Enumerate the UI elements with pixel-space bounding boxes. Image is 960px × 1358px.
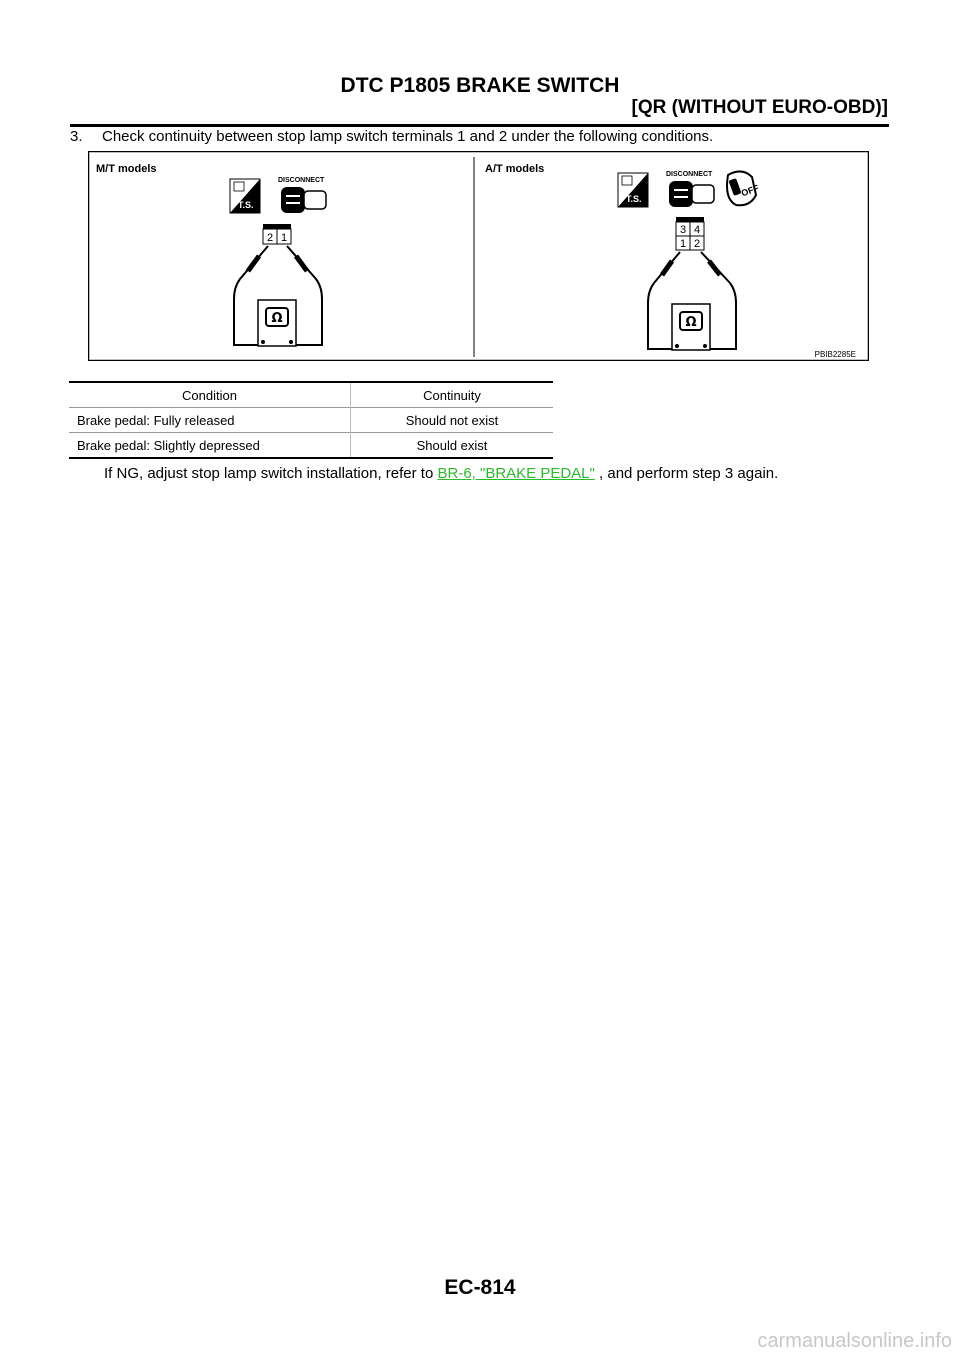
step-text: Check continuity between stop lamp switch terminals 1 and 2 under the following conditions.: [102, 128, 714, 145]
ts-icon: [230, 179, 260, 213]
mt-terminal: 1: [280, 232, 288, 244]
page-subtitle: [QR (WITHOUT EURO-OBD)]: [631, 97, 888, 118]
mt-models-label: M/T models: [96, 163, 157, 175]
step-number: 3.: [70, 128, 83, 145]
header-rule: [70, 124, 889, 127]
brake-pedal-link[interactable]: BR-6, "BRAKE PEDAL": [437, 465, 595, 482]
page-number: EC-814: [444, 1276, 516, 1299]
table-header-continuity: Continuity: [423, 387, 481, 403]
table-cell-continuity: Should not exist: [405, 412, 499, 428]
ohm-symbol-icon: Ω: [271, 311, 283, 326]
table-row: [69, 433, 553, 459]
mt-terminal: 2: [266, 232, 274, 244]
ts-icon-label: T.S.: [626, 194, 642, 204]
watermark: carmanualsonline.info: [757, 1330, 952, 1352]
disconnect-icon: [666, 171, 714, 207]
at-models-label: A/T models: [485, 163, 545, 175]
disconnect-icon: [278, 177, 326, 213]
at-terminal: 3: [679, 224, 687, 236]
step-instruction: [70, 128, 713, 145]
table-cell-continuity: Should exist: [416, 437, 488, 453]
mt-ohmmeter: [258, 300, 296, 346]
disconnect-icon-label: DISCONNECT: [278, 177, 325, 184]
at-terminal: 2: [693, 238, 701, 250]
table-cell-condition: Brake pedal: Fully released: [69, 408, 351, 433]
at-ohmmeter: [672, 304, 710, 350]
at-terminal: 1: [679, 238, 687, 250]
table-header-row: [69, 382, 553, 408]
note-prefix: If NG, adjust stop lamp switch installation, refer to: [104, 465, 438, 482]
ohm-symbol-icon: Ω: [685, 315, 697, 330]
ts-icon-label: T.S.: [238, 200, 254, 210]
table-cell-condition: Brake pedal: Slightly depressed: [69, 433, 351, 459]
figure-id: PBIB2285E: [814, 350, 856, 359]
note-suffix: , and perform step 3 again.: [594, 465, 779, 482]
table-row: [69, 408, 553, 433]
page-title: DTC P1805 BRAKE SWITCH: [340, 74, 620, 97]
at-terminal: 4: [693, 224, 701, 236]
off-label: OFF: [739, 182, 761, 199]
ts-icon: [618, 173, 648, 207]
at-connector: [676, 217, 704, 250]
continuity-table: [69, 381, 553, 459]
continuity-figure: [88, 151, 869, 361]
table-header-condition: Condition: [69, 382, 351, 408]
mt-connector: [263, 224, 291, 244]
ng-note: [104, 465, 778, 482]
disconnect-icon-label: DISCONNECT: [666, 171, 713, 178]
